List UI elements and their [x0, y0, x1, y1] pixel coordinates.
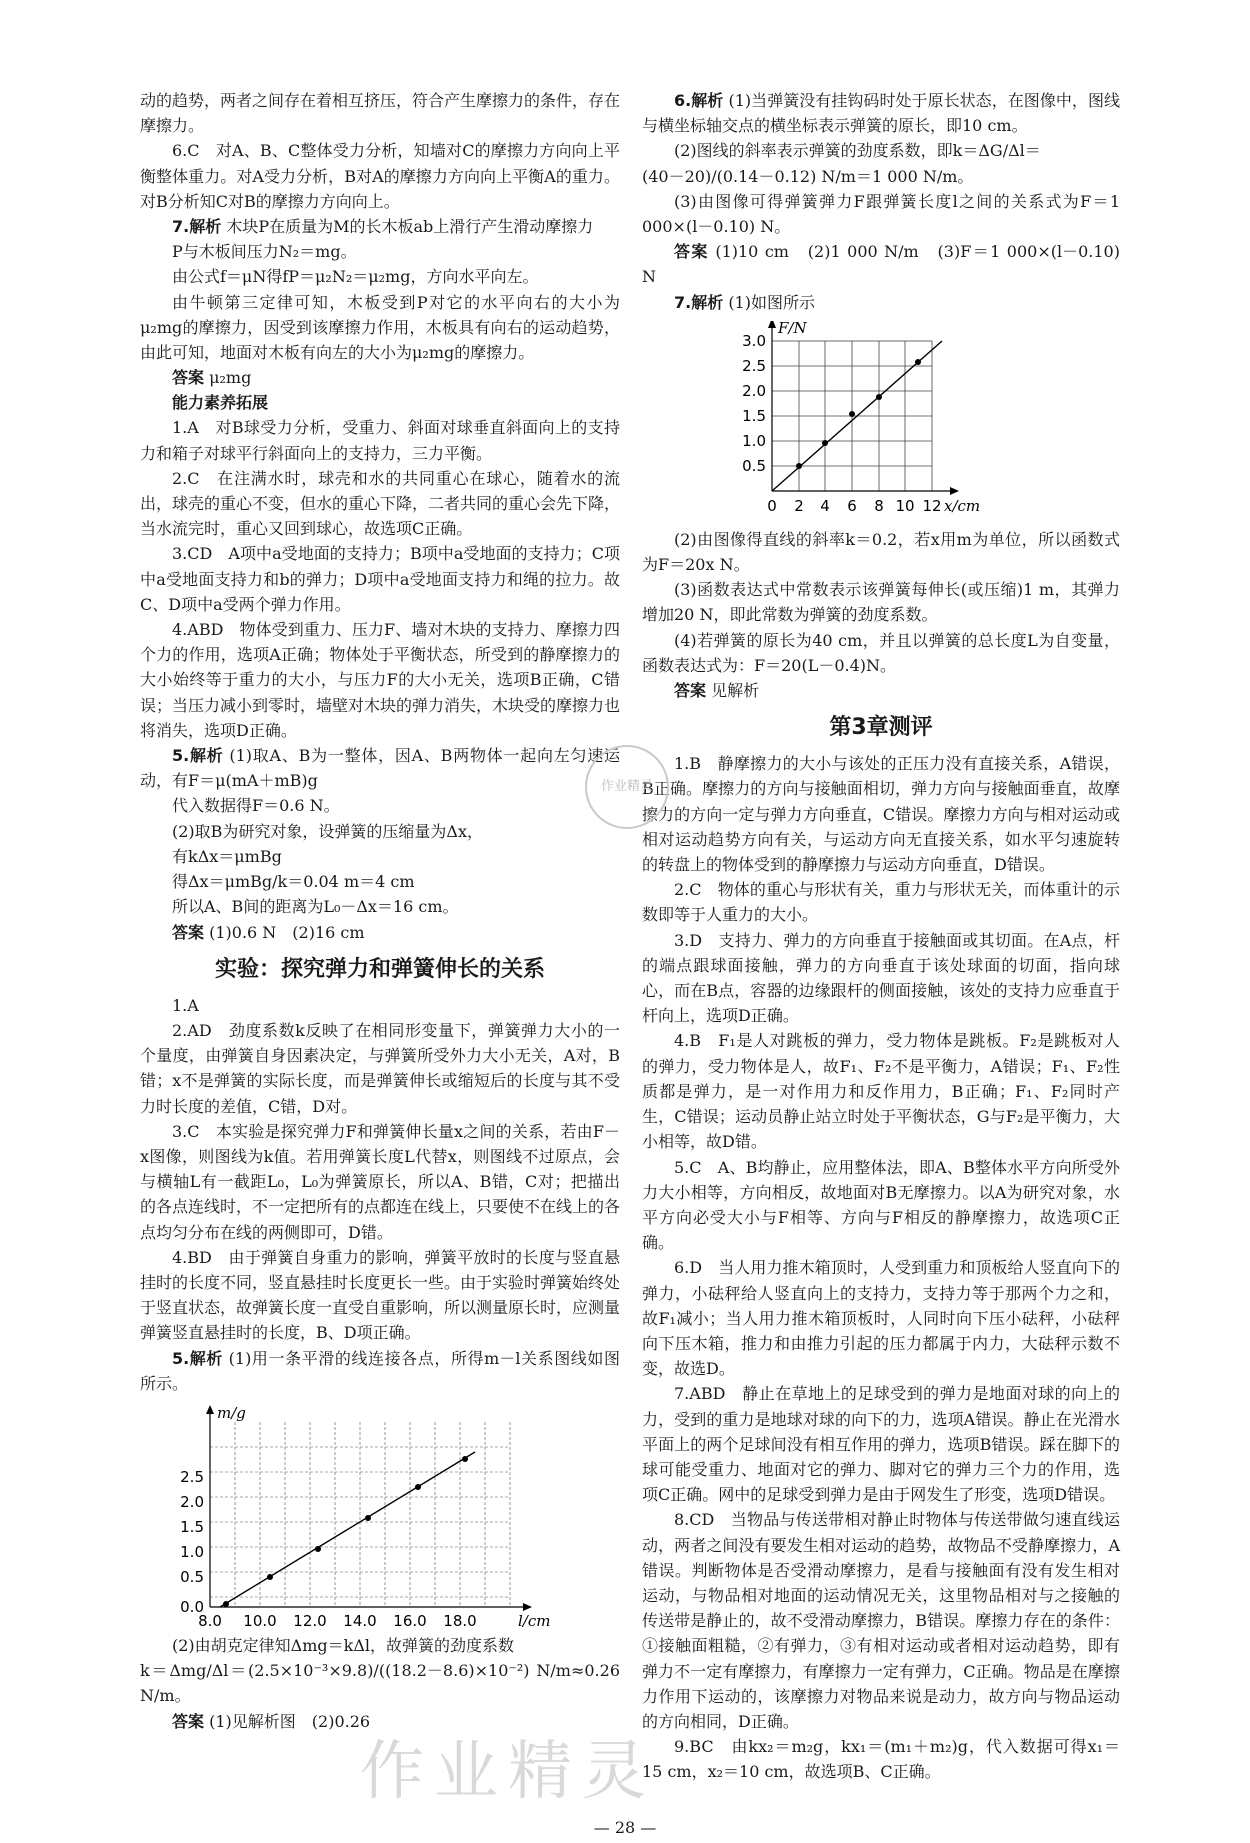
y-tick: 1.5 — [180, 1517, 204, 1536]
ability-3: 3.CD A项中a受地面的支持力；B项中a受地面的支持力；C项中a受地面支持力和b的弹力；D项中a受地面支持力和绳的拉力。故C、D项中a受两个弹力作用。 — [140, 544, 620, 614]
ch3-1: 1.B 静摩擦力的大小与该处的正压力没有直接关系，A错误，B正确。摩擦力的方向与接触面相切，弹力方向与接触面垂直，故摩擦力的方向一定与弹力方向垂直，C错误。摩擦力方向与相对运动或相对运动趋势方向有关，与运动方向无直接关系，如水平匀速旋转的转盘上的物体受到的静摩擦力与运动方向垂直，D错误。 — [642, 754, 1120, 875]
exp-5-formula: k＝Δmg/Δl＝(2.5×10⁻³×9.8)/((18.2－8.6)×10⁻²) N/m≈0.26 N/m。 — [140, 1661, 620, 1706]
answer-r6-line: (2)图线的斜率表示弹簧的劲度系数，即k＝ΔG/Δl＝ — [674, 141, 1041, 161]
exp-2: 2.AD 劲度系数k反映了在相同形变量下，弹簧弹力大小的一个量度，由弹簧自身因素决定，与弹簧所受外力大小无关，A对，B错；x不是弹簧的实际长度，而是弹簧伸长或缩短后的长度与其不受力时长度的差值，C错，D对。 — [140, 1020, 620, 1116]
fit-line — [220, 1452, 475, 1607]
page-number: — 28 — — [593, 1818, 657, 1837]
x-tick: 12.0 — [293, 1611, 327, 1627]
exp-4: 4.BD 由于弹簧自身重力的影响，弹簧平放时的长度与竖直悬挂时的长度不同，竖直悬挂时长度更长一些。由于实验时弹簧始终处于竖直状态，故弹簧长度一直受自重影响，所以测量原长时，应测量弹簧竖直悬挂时的长度，B、D项正确。 — [140, 1247, 621, 1343]
x-axis-label: l/cm — [518, 1611, 551, 1627]
x-tick: 6 — [847, 496, 857, 515]
x-tick: 10.0 — [243, 1611, 277, 1627]
ability-5-line: 代入数据得F＝0.6 N。 — [172, 796, 340, 816]
ch3-6: 6.D 当人用力推木箱顶时，人受到重力和顶板给人竖直向下的弹力，小砝秤给人竖直向上的支持力，支持力等于那两个力之和，故F₁减小；当人用力推木箱顶板时，人同时向下压小砝秤，小砝秤向下压木箱，推力和由推力引起的压力都属于内力，大砝秤示数不变，故选D。 — [642, 1258, 1120, 1379]
answer-r7-result: 答案 见解析 — [674, 681, 760, 701]
answer-7-result: 答案 μ₂mg — [172, 368, 252, 388]
answer-7-line: 由牛顿第三定律可知，木板受到P对它的水平向右的大小为μ₂mg的摩擦力，因受到该摩擦力作用，木板具有向右的运动趋势，由此可知，地面对木板有向左的大小为μ₂mg的摩擦力。 — [140, 292, 620, 363]
y-tick: 1.5 — [742, 406, 766, 425]
answer-r7: 7.解析 (1)如图所示 — [674, 292, 815, 312]
exp-3: 3.C 本实验是探究弹力F和弹簧伸长量x之间的关系，若由F－x图像，则图线为k值。若用弹簧长度L代替x，则图线不过原点，会与横轴L有一截距L₀，L₀为弹簧原长，所以A、B错，C对；把描出的各点连线时，不一定把所有的点都连在线上，只要使不在线上的各点均匀分布在线的两侧即可，D错。 — [140, 1121, 621, 1242]
y-tick: 2.0 — [180, 1492, 204, 1511]
left-column — [140, 88, 620, 1734]
x-tick: 8.0 — [198, 1611, 222, 1627]
answer-r7-line: (4)若弹簧的原长为40 cm，并且以弹簧的总长度L为自变量，函数表达式为：F＝20(L－0.4)N。 — [642, 630, 1120, 675]
ch3-8: 8.CD 当物品与传送带相对静止时物体与传送带做匀速直线运动，两者之间没有要发生相对运动的趋势，故物品不受静摩擦力，A错误。判断物体是否受滑动摩擦力，是看与接触面有没有发生相对运动，与物品相对地面的运动情况无关，这里物品相对与之接触的传送带是静止的，故不受滑动摩擦力，B错误。摩擦力存在的条件：①接触面粗糙，②有弹力，③有相对运动或者相对运动趋势，即有弹力不一定有摩擦力，有摩擦力一定有弹力，C正确。物品是在摩擦力作用下运动的，该摩擦力对物品来说是动力，故方向与物品运动的方向相同，D正确。 — [642, 1510, 1120, 1731]
y-tick: 1.0 — [180, 1542, 204, 1561]
answer-r7-line: (3)函数表达式中常数表示该弹簧每伸长(或压缩)1 m，其弹力增加20 N，即此常数为弹簧的劲度系数。 — [642, 580, 1120, 625]
ch3-9: 9.BC 由kx₂＝m₂g，kx₁＝(m₁＋m₂)g，代入数据可得x₁＝15 cm，x₂＝10 cm，故选项B、C正确。 — [642, 1737, 1120, 1782]
x-tick: 16.0 — [393, 1611, 427, 1627]
y-tick: 0.5 — [742, 456, 766, 475]
ability-5-line: 有kΔx＝μmBg — [172, 846, 282, 866]
answer-7: 7.解析 木块P在质量为M的长木板ab上滑行产生滑动摩擦力 — [172, 217, 594, 237]
ability-5-result: 答案 (1)0.6 N (2)16 cm — [172, 922, 365, 942]
graph-f-x — [672, 321, 1150, 521]
experiment-title: 实验：探究弹力和弹簧伸长的关系 — [214, 956, 545, 982]
y-tick: 0.5 — [180, 1567, 204, 1586]
graph-m-l — [140, 1402, 620, 1627]
answer-r6-line: (3)由图像可得弹簧弹力F跟弹簧长度l之间的关系式为F＝1 000×(l－0.10) N。 — [642, 191, 1120, 237]
watermark-text: 作业精灵 — [360, 1735, 656, 1809]
answer-7-line: 由公式f＝μN得fP＝μ₂N₂＝μ₂mg，方向水平向左。 — [172, 267, 539, 287]
x-tick: 0 — [767, 496, 777, 515]
y-tick: 1.0 — [742, 431, 766, 450]
ability-4: 4.ABD 物体受到重力、压力F、墙对木块的支持力、摩擦力四个力的作用，选项A正确；物体处于平衡状态，所受到的静摩擦力的大小始终等于重力的大小，与压力F的大小无关，选项B正确，C错误；当压力减小到零时，墙壁对木块的弹力消失，木块受的摩擦力也将消失，选项D正确。 — [140, 620, 621, 740]
x-tick: 12 — [922, 496, 942, 515]
y-tick: 2.0 — [742, 381, 766, 400]
x-tick: 2 — [794, 496, 804, 515]
graph-m-l-grid — [210, 1422, 510, 1607]
x-axis-label: x/cm — [944, 496, 981, 515]
ch3-4: 4.B F₁是人对跳板的弹力，受力物体是跳板。F₂是跳板对人的弹力，受力物体是人，故F₁、F₂不是平衡力，A错误；F₁、F₂性质都是弹力，是一对作用力和反作用力，B正确；F₁、F₂同时产生，C错误；运动员静止站立时处于平衡状态，G与F₂是平衡力，大小相等，故D错。 — [642, 1031, 1120, 1152]
ability-5: 5.解析 (1)取A、B为一整体，因A、B两物体一起向左匀速运动，有F＝μ(mA＋mB)g — [140, 746, 620, 791]
ability-5-line: (2)取B为研究对象，设弹簧的压缩量为Δx， — [172, 821, 484, 841]
ability-5-line: 所以A、B间的距离为L₀－Δx＝16 cm。 — [172, 897, 459, 917]
ch3-2: 2.C 物体的重心与形状有关，重力与形状无关，而体重计的示数即等于人重力的大小。 — [642, 880, 1120, 925]
answer-r6-result: 答案 (1)10 cm (2)1 000 N/m (3)F＝1 000×(l－0.10) N — [642, 242, 1120, 287]
right-column — [642, 88, 1120, 1785]
section-heading: 能力素养拓展 — [172, 393, 269, 413]
ability-5-line: 得Δx＝μmBg/k＝0.04 m＝4 cm — [172, 872, 415, 892]
ability-1: 1.A 对B球受力分析，受重力、斜面对球垂直斜面向上的支持力和箱子对球平行斜面向上的支持力，三力平衡。 — [140, 418, 620, 463]
x-tick: 4 — [820, 496, 830, 515]
y-tick: 2.5 — [180, 1467, 204, 1486]
x-tick: 18.0 — [443, 1611, 477, 1627]
exp-5-line: (2)由胡克定律知Δmg＝kΔl，故弹簧的劲度系数 — [172, 1635, 515, 1655]
ch3-5: 5.C A、B均静止，应用整体法，即A、B整体水平方向所受外力大小相等，方向相反，故地面对B无摩擦力。以A为研究对象，水平方向必受大小与F相等、方向与F相反的静摩擦力，故选项C正确。 — [642, 1157, 1120, 1253]
answer-7-line: P与木板间压力N₂＝mg。 — [172, 242, 357, 262]
answer-r6: 6.解析 (1)当弹簧没有挂钩码时处于原长状态，在图像中，图线与横坐标轴交点的横坐标表示弹簧的原长，即10 cm。 — [642, 91, 1120, 136]
answer-r6-line: (40－20)/(0.14－0.12) N/m＝1 000 N/m。 — [642, 166, 974, 186]
y-axis-label: m/g — [217, 1403, 246, 1422]
exp-1: 1.A — [172, 995, 199, 1015]
y-axis-label: F/N — [778, 320, 807, 337]
exp-5-result: 答案 (1)见解析图 (2)0.26 — [172, 1711, 371, 1731]
exp-5: 5.解析 (1)用一条平滑的线连接各点，所得m－l关系图线如图所示。 — [140, 1348, 620, 1393]
x-tick: 14.0 — [343, 1611, 377, 1627]
y-tick: 2.5 — [742, 356, 766, 375]
answer-6: 6.C 对A、B、C整体受力分析，知墙对C的摩擦力方向向上平衡整体重力。对A受力分析，B对A的摩擦力方向向上平衡A的重力。对B分析知C对B的摩擦力方向向上。 — [140, 141, 620, 211]
answer-r7-line: (2)由图像得直线的斜率k＝0.2，若x用m为单位，所以函数式为F＝20x N。 — [642, 529, 1120, 575]
x-tick: 10 — [895, 496, 915, 515]
para: 动的趋势，两者之间存在着相互挤压，符合产生摩擦力的条件，存在摩擦力。 — [140, 91, 621, 136]
chapter-title: 第3章测评 — [829, 715, 933, 741]
ch3-7: 7.ABD 静止在草地上的足球受到的弹力是地面对球的向上的力，受到的重力是地球对球的向下的力，选项A错误。静止在光滑水平面上的两个足球间没有相互作用的弹力，选项B错误。踩在脚下的球可能受重力、地面对它的弹力、脚对它的弹力三个力的作用，选项C正确。网中的足球受到弹力是由于网发生了形变，选项D错误。 — [642, 1384, 1120, 1505]
watermark-stamp: 作业精灵 — [585, 745, 669, 829]
ch3-3: 3.D 支持力、弹力的方向垂直于接触面或其切面。在A点，杆的端点跟球面接触，弹力的方向垂直于该处球面的切面，指向球心，而在B点，容器的边缘跟杆的侧面接触，该处的支持力应垂直于杆向上，选项D正确。 — [642, 930, 1120, 1026]
x-tick: 8 — [874, 496, 884, 515]
y-tick: 3.0 — [742, 331, 766, 350]
ability-2: 2.C 在注满水时，球壳和水的共同重心在球心，随着水的流出，球壳的重心不变，但水的重心下降，二者共同的重心会先下降，当水流完时，重心又回到球心，故选项C正确。 — [140, 468, 621, 539]
y-tick: 0.0 — [180, 1597, 204, 1616]
